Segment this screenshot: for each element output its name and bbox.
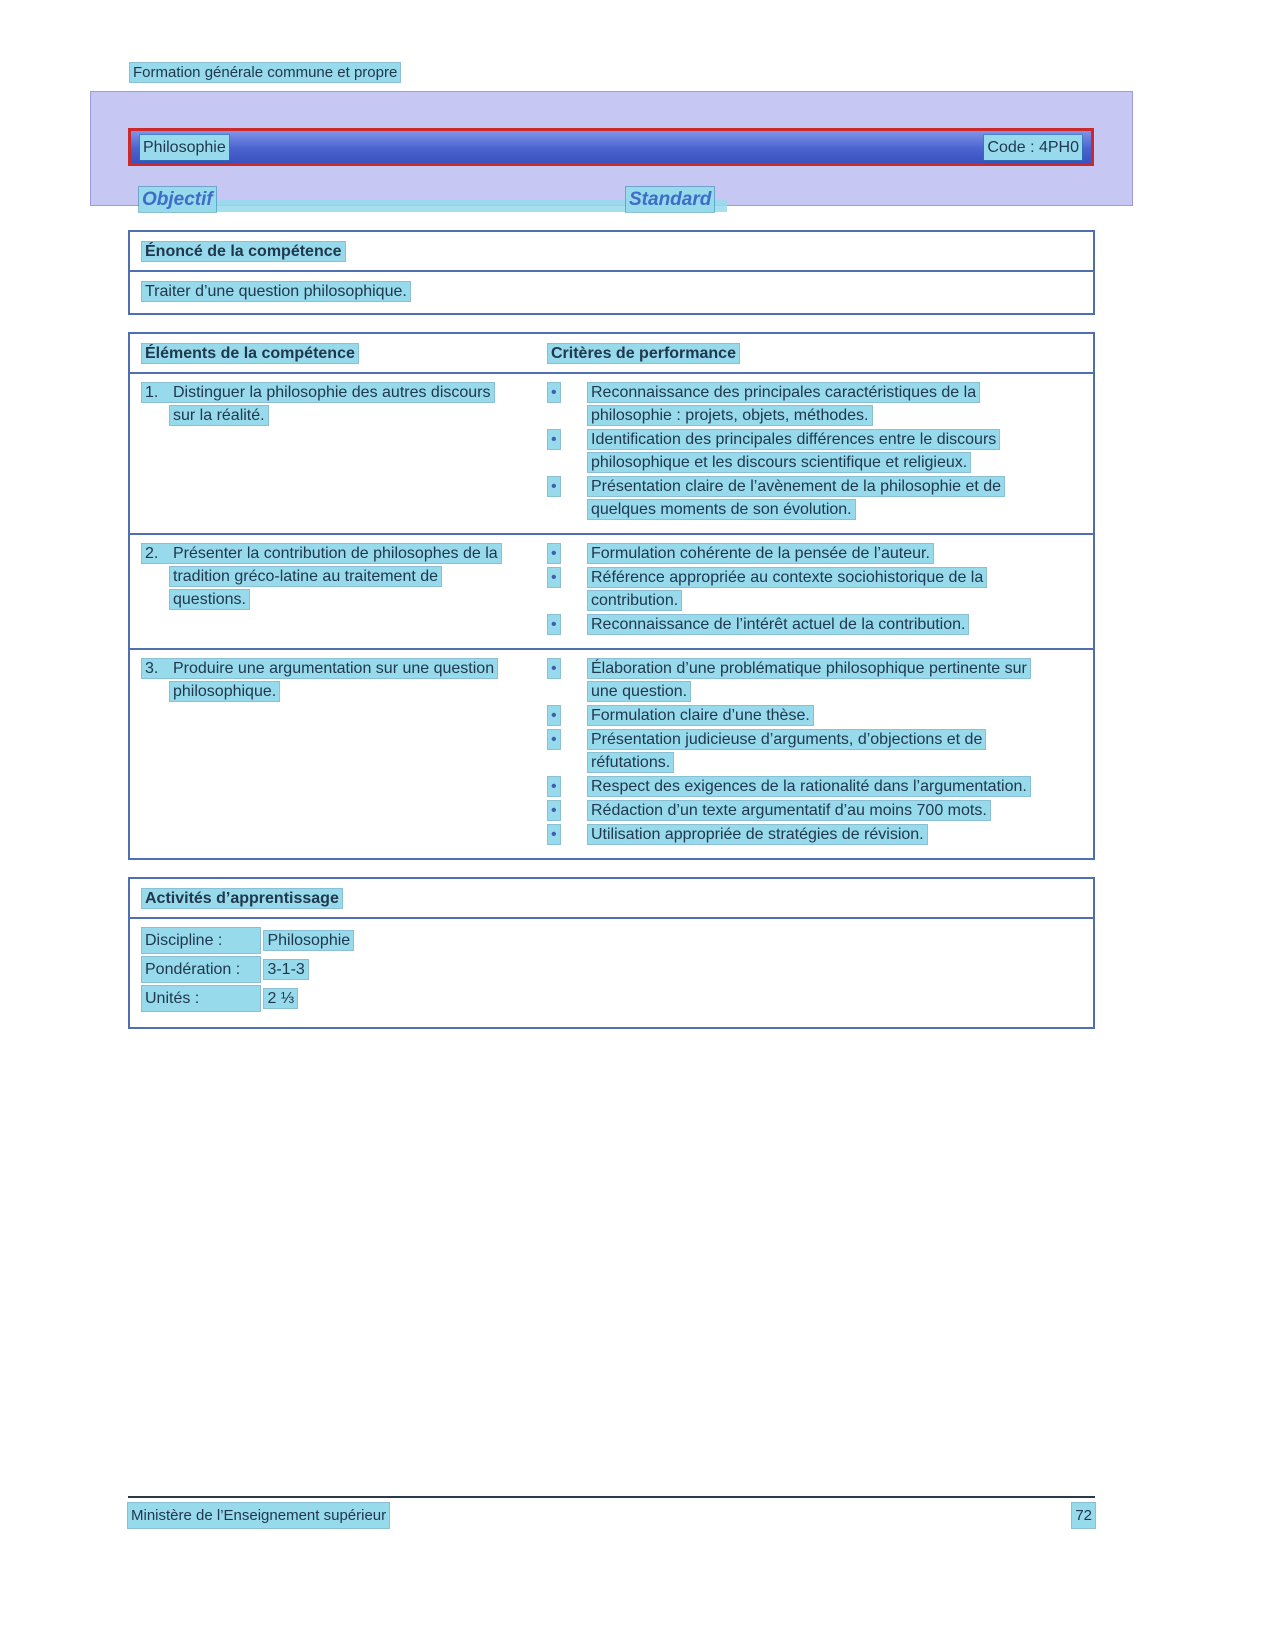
activity-row bbox=[142, 986, 1081, 1011]
elements-header-row bbox=[130, 334, 1093, 374]
criteres-header-cell bbox=[548, 342, 1081, 365]
bullet-icon bbox=[548, 775, 588, 798]
criteria-cell bbox=[536, 535, 1093, 648]
element-text: Distinguer la philosophie des autres discours sur la réalité. bbox=[173, 384, 491, 424]
element-cell bbox=[130, 374, 536, 533]
objectif-heading: Objectif bbox=[139, 187, 216, 212]
criterion-text: Rédaction d’un texte argumentatif d’au moins 700 mots. bbox=[588, 801, 990, 820]
element-item bbox=[142, 381, 510, 427]
activites-body bbox=[130, 919, 1093, 1027]
criterion-text: Élaboration d’une problématique philosophique pertinente sur une question. bbox=[588, 659, 1030, 701]
page-footer bbox=[128, 1496, 1095, 1528]
criterion-text: Identification des principales différences entre le discours philosophique et les discours scientifique et religieux. bbox=[588, 430, 999, 472]
element-number: 1. bbox=[145, 384, 159, 401]
criterion-text: Utilisation appropriée de stratégies de révision. bbox=[588, 825, 927, 844]
activites-table bbox=[128, 877, 1095, 1029]
bullet-icon bbox=[548, 566, 588, 589]
element-number: 2. bbox=[145, 545, 159, 562]
enonce-header: Énoncé de la compétence bbox=[142, 242, 345, 261]
bullet-icon bbox=[548, 428, 588, 451]
elements-column-title: Éléments de la compétence bbox=[142, 344, 358, 363]
activity-label: Unités : bbox=[142, 986, 260, 1011]
content-column bbox=[128, 230, 1095, 1046]
criterion-item bbox=[548, 799, 1053, 822]
criterion-text: Formulation cohérente de la pensée de l’auteur. bbox=[588, 544, 933, 563]
criterion-text: Formulation claire d’une thèse. bbox=[588, 706, 813, 725]
bullet-icon bbox=[548, 475, 588, 498]
criterion-item bbox=[548, 775, 1053, 798]
criterion-item bbox=[548, 704, 1053, 727]
bullet-icon bbox=[548, 381, 588, 404]
criterion-text: Reconnaissance des principales caractéristiques de la philosophie : projets, objets, méthodes. bbox=[588, 383, 979, 425]
element-cell bbox=[130, 650, 536, 858]
element-text: Présenter la contribution de philosophes de la tradition gréco-latine au traitement de questions. bbox=[173, 545, 498, 608]
course-code: Code : 4PH0 bbox=[984, 135, 1082, 160]
criterion-item bbox=[548, 428, 1053, 474]
criterion-item bbox=[548, 566, 1053, 612]
criterion-text: Référence appropriée au contexte sociohistorique de la contribution. bbox=[588, 568, 986, 610]
activity-label: Discipline : bbox=[142, 928, 260, 953]
bullet-icon bbox=[548, 823, 588, 846]
section-label bbox=[130, 61, 400, 84]
objectif-standard-headings bbox=[139, 187, 859, 213]
criterion-item bbox=[548, 475, 1053, 521]
enonce-body-row bbox=[130, 272, 1093, 313]
bullet-icon bbox=[548, 657, 588, 680]
criterion-text: Reconnaissance de l’intérêt actuel de la contribution. bbox=[588, 615, 968, 634]
criterion-item bbox=[548, 728, 1053, 774]
criterion-item bbox=[548, 823, 1053, 846]
table-row bbox=[130, 535, 1093, 650]
course-banner bbox=[90, 91, 1133, 210]
table-row bbox=[130, 650, 1093, 858]
criterion-text: Présentation claire de l’avènement de la philosophie et de quelques moments de son évolution. bbox=[588, 477, 1004, 519]
activites-header: Activités d’apprentissage bbox=[142, 889, 342, 908]
element-item bbox=[142, 542, 510, 611]
activity-value: Philosophie bbox=[264, 931, 353, 950]
criterion-item bbox=[548, 613, 1053, 636]
bullet-icon bbox=[548, 542, 588, 565]
page-number: 72 bbox=[1072, 1503, 1095, 1528]
activity-row bbox=[142, 928, 1081, 953]
element-number: 3. bbox=[145, 660, 159, 677]
elements-header-cell bbox=[142, 342, 548, 365]
activity-value: 2 ⅓ bbox=[264, 989, 297, 1008]
bullet-icon bbox=[548, 613, 588, 636]
activites-header-row bbox=[130, 879, 1093, 919]
section-label-text: Formation générale commune et propre bbox=[130, 63, 400, 82]
element-cell bbox=[130, 535, 536, 648]
enonce-body-text: Traiter d’une question philosophique. bbox=[142, 282, 410, 301]
criteres-column-title: Critères de performance bbox=[548, 344, 739, 363]
enonce-header-row bbox=[130, 232, 1093, 272]
criterion-item bbox=[548, 657, 1053, 703]
criteria-cell bbox=[536, 650, 1093, 858]
criteria-cell bbox=[536, 374, 1093, 533]
criterion-item bbox=[548, 381, 1053, 427]
activity-value: 3-1-3 bbox=[264, 960, 307, 979]
table-row bbox=[130, 374, 1093, 535]
course-title-bar bbox=[128, 128, 1094, 166]
bullet-icon bbox=[548, 728, 588, 751]
activity-row bbox=[142, 957, 1081, 982]
bullet-icon bbox=[548, 704, 588, 727]
enonce-table bbox=[128, 230, 1095, 315]
activity-label: Pondération : bbox=[142, 957, 260, 982]
elements-criteres-table bbox=[128, 332, 1095, 860]
standard-heading: Standard bbox=[626, 187, 714, 212]
bullet-icon bbox=[548, 799, 588, 822]
criterion-text: Respect des exigences de la rationalité dans l’argumentation. bbox=[588, 777, 1030, 796]
criterion-text: Présentation judicieuse d’arguments, d’objections et de réfutations. bbox=[588, 730, 985, 772]
footer-text: Ministère de l’Enseignement supérieur bbox=[128, 1503, 389, 1528]
course-title: Philosophie bbox=[140, 135, 229, 160]
element-item bbox=[142, 657, 510, 703]
criterion-item bbox=[548, 542, 1053, 565]
element-text: Produire une argumentation sur une question philosophique. bbox=[173, 660, 495, 700]
